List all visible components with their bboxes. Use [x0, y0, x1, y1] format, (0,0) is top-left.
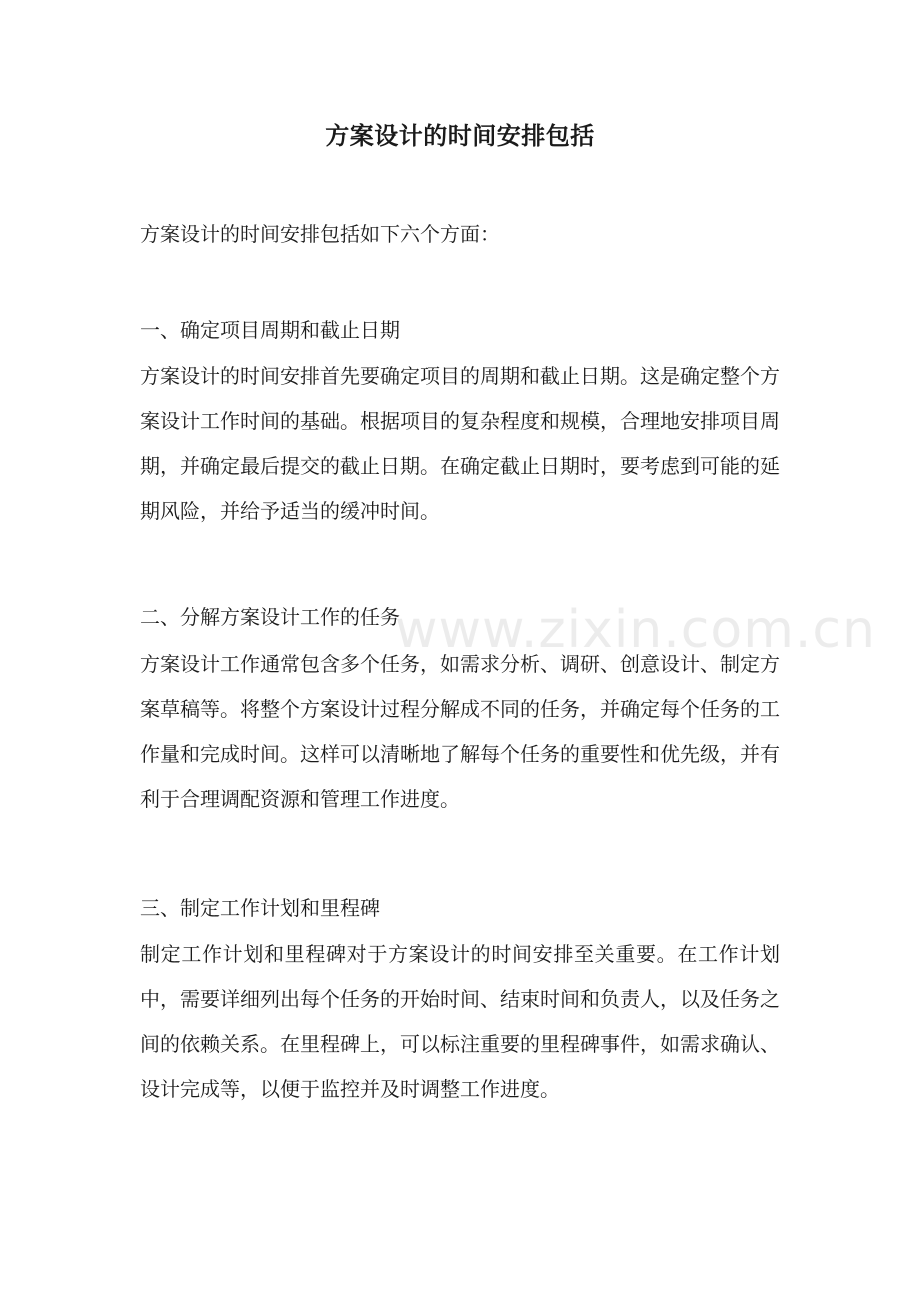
- section-1-body: 方案设计的时间安排首先要确定项目的周期和截止日期。这是确定整个方案设计工作时间的基础。根据项目的复杂程度和规模，合理地安排项目周期，并确定最后提交的截止日期。在确定截止日期时，要考虑到可能的延期风险，并给予适当的缓冲时间。: [140, 364, 780, 523]
- section-3-body: 制定工作计划和里程碑对于方案设计的时间安排至关重要。在工作计划中，需要详细列出每个任务的开始时间、结束时间和负责人，以及任务之间的依赖关系。在里程碑上，可以标注重要的里程碑事件，如需求确认、设计完成等，以便于监控并及时调整工作进度。: [140, 942, 780, 1101]
- document-title: 方案设计的时间安排包括: [325, 121, 595, 150]
- section-2-body: 方案设计工作通常包含多个任务，如需求分析、调研、创意设计、制定方案草稿等。将整个方案设计过程分解成不同的任务，并确定每个任务的工作量和完成时间。这样可以清晰地了解每个任务的重要性和优先级，并有利于合理调配资源和管理工作进度。: [140, 652, 780, 811]
- section-1-heading: 一、确定项目周期和截止日期: [140, 318, 400, 342]
- section-3-heading: 三、制定工作计划和里程碑: [140, 896, 380, 920]
- section-2-heading: 二、分解方案设计工作的任务: [140, 605, 400, 629]
- intro-text: 方案设计的时间安排包括如下六个方面：: [140, 222, 500, 246]
- watermark: www.zixin.com.cn: [395, 600, 876, 660]
